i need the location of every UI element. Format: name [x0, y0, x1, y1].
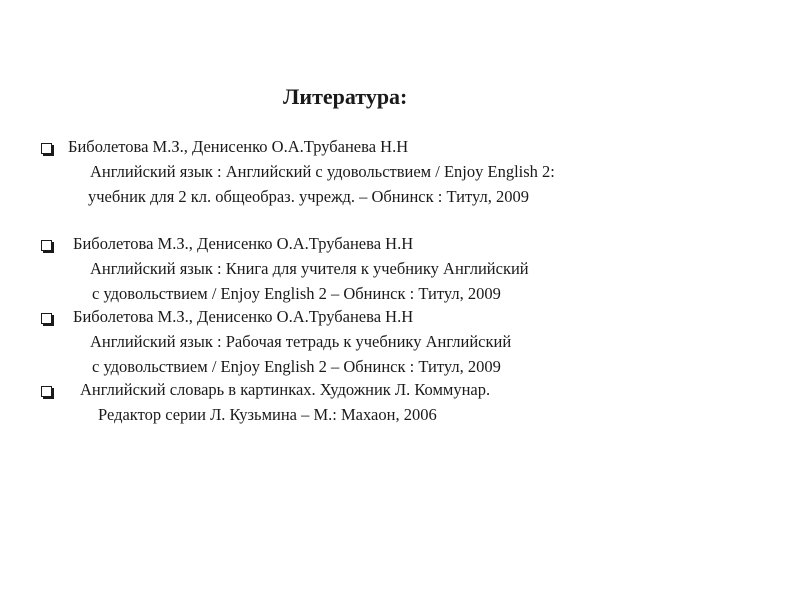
page-title: Литература: — [283, 84, 408, 109]
entry-2-line-2: Английский язык : Книга для учителя к учебнику Английский — [90, 259, 529, 278]
checkbox-bullet-icon — [41, 386, 52, 397]
checkbox-bullet-icon — [41, 143, 52, 154]
entry-1-line-2: Английский язык : Английский с удовольствием / Enjoy English 2: — [90, 162, 555, 181]
entry-2-line-3: с удовольствием / Enjoy English 2 – Обнинск : Титул, 2009 — [92, 284, 501, 303]
entry-3-line-2: Английский язык : Рабочая тетрадь к учебнику Английский — [90, 332, 512, 351]
entry-4-line-2: Редактор серии Л. Кузьмина – М.: Махаон, 2006 — [98, 405, 437, 424]
entry-1-line-3: учебник для 2 кл. общеобраз. учрежд. – Обнинск : Титул, 2009 — [88, 187, 529, 206]
entry-3-line-1: Биболетова М.З., Денисенко О.А.Трубанева Н.Н — [73, 307, 414, 326]
entry-1-line-1: Биболетова М.З., Денисенко О.А.Трубанева Н.Н — [68, 137, 409, 156]
entry-3-line-3: с удовольствием / Enjoy English 2 – Обнинск : Титул, 2009 — [92, 357, 501, 376]
entry-4-line-1: Английский словарь в картинках. Художник Л. Коммунар. — [80, 380, 491, 399]
checkbox-bullet-icon — [41, 240, 52, 251]
checkbox-bullet-icon — [41, 313, 52, 324]
entry-2-line-1: Биболетова М.З., Денисенко О.А.Трубанева Н.Н — [73, 234, 414, 253]
